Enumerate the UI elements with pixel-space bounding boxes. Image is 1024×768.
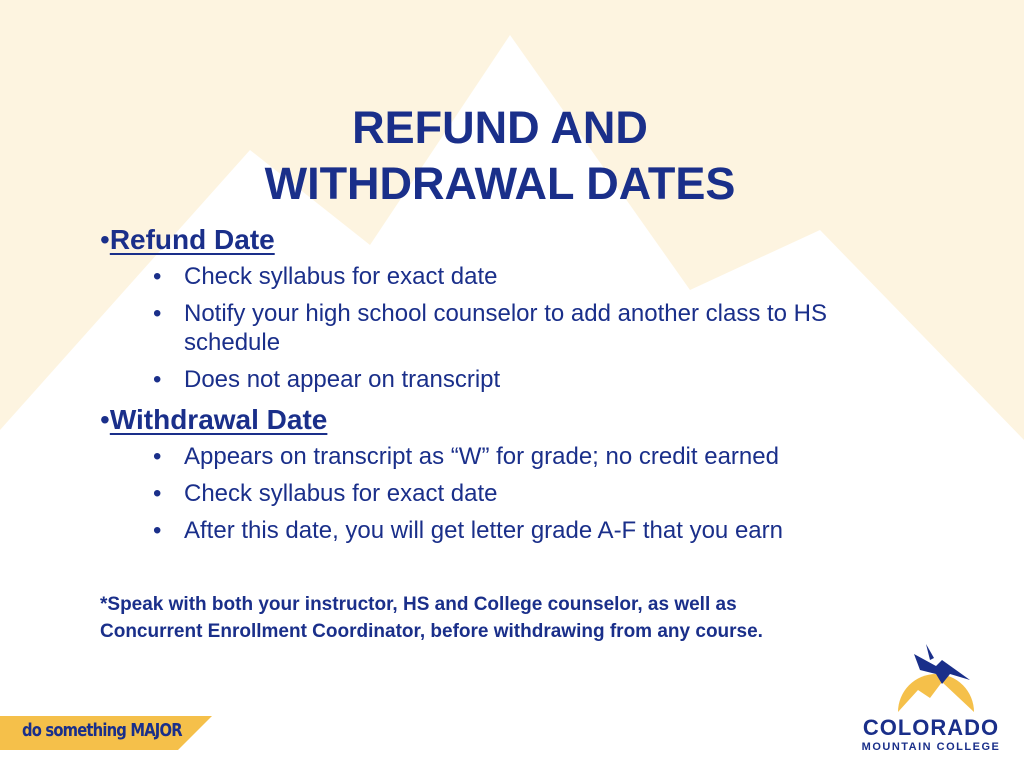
advisory-note: [100, 591, 860, 645]
bullet-icon: •: [153, 300, 162, 327]
page-title: [0, 100, 1000, 212]
tagline-text: do something MAJOR: [22, 720, 182, 741]
bullet-content: [100, 222, 900, 553]
bullet-icon: •: [153, 263, 162, 290]
note-line-2: Concurrent Enrollment Coordinator, before withdrawing from any course.: [100, 621, 763, 642]
list-item-text: After this date, you will get letter grade A-F that you earn: [184, 517, 783, 544]
list-item: [100, 365, 900, 394]
title-line-1: REFUND AND: [352, 102, 648, 153]
list-item: [100, 516, 900, 545]
refund-list: [100, 262, 900, 394]
college-logo-text: [848, 717, 1014, 755]
section-heading-refund: [100, 222, 900, 258]
refund-heading-text: Refund Date: [109, 224, 275, 255]
title-line-2: WITHDRAWAL DATES: [264, 158, 736, 209]
list-item-text: Appears on transcript as “W” for grade; no credit earned: [184, 443, 779, 470]
list-item: [100, 442, 900, 471]
bullet-icon: •: [153, 480, 162, 507]
list-item: [100, 262, 900, 291]
bullet-icon: •: [153, 366, 162, 393]
bullet-icon: •: [100, 224, 110, 255]
note-line-1: *Speak with both your instructor, HS and College counselor, as well as: [100, 594, 737, 615]
withdrawal-heading-text: Withdrawal Date: [109, 404, 328, 435]
bullet-icon: •: [153, 517, 162, 544]
eagle-sun-mountain-icon: [890, 640, 980, 712]
list-item-text: Check syllabus for exact date: [184, 263, 498, 290]
list-item-text: Check syllabus for exact date: [184, 480, 498, 507]
bullet-icon: •: [100, 404, 110, 435]
list-item: [100, 479, 900, 508]
list-item-text: Notify your high school counselor to add another class to HS schedule: [184, 300, 828, 356]
list-item: [100, 299, 900, 357]
logo-line-2: MOUNTAIN COLLEGE: [861, 741, 1001, 753]
bullet-icon: •: [153, 443, 162, 470]
list-item-text: Does not appear on transcript: [184, 366, 501, 393]
withdrawal-list: [100, 442, 900, 545]
logo-line-1: COLORADO: [862, 715, 1000, 740]
section-heading-withdrawal: [100, 402, 900, 438]
